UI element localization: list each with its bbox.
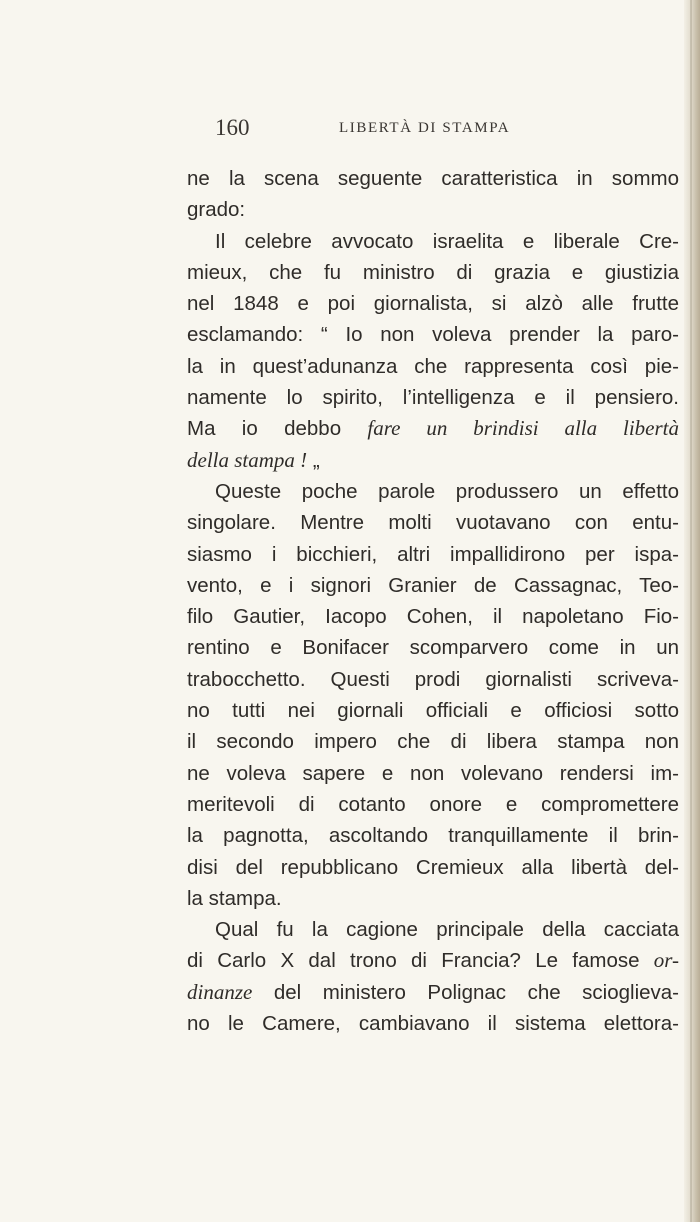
italic-text: fare un brindisi alla libertà xyxy=(367,416,680,441)
text-line: singolare. Mentre molti vuotavano con entu- xyxy=(187,511,679,535)
text-line: della stampa ! „ xyxy=(187,447,320,472)
italic-text: della stampa ! xyxy=(187,447,308,472)
text-line: filo Gautier, Iacopo Cohen, il napoletano Fio- xyxy=(187,605,679,629)
text-line: namente lo spirito, l’intelligenza e il pensiero. xyxy=(187,386,679,410)
text-line: esclamando: “ Io non voleva prender la paro- xyxy=(187,323,679,347)
body-text xyxy=(187,163,679,1039)
text-line: nel 1848 e poi giornalista, si alzò alle frutte xyxy=(187,292,679,316)
text-line: la in quest’adunanza che rappresenta così pie- xyxy=(187,354,679,378)
page-number: 160 xyxy=(215,115,250,140)
text-line: la pagnotta, ascoltando tranquillamente il brin- xyxy=(187,824,679,848)
italic-text: dinanze xyxy=(187,979,253,1004)
text-line: Qual fu la cagione principale della cacciata xyxy=(215,918,679,942)
italic-text: or- xyxy=(653,948,679,973)
text-line: mieux, che fu ministro di grazia e giustizia xyxy=(187,260,679,284)
text-line: Ma io debbo fare un brindisi alla libertà xyxy=(187,416,680,441)
text-line: dinanze del ministero Polignac che scioglieva- xyxy=(187,979,679,1004)
text-line: la stampa. xyxy=(187,886,282,910)
text-line: rentino e Bonifacer scomparvero come in un xyxy=(187,636,679,660)
running-title: LIBERTÀ DI STAMPA xyxy=(339,120,511,136)
text-line: siasmo i bicchieri, altri impallidirono per ispa- xyxy=(187,542,679,566)
text-line: di Carlo X dal trono di Francia? Le famose or- xyxy=(187,948,679,973)
text-line: vento, e i signori Granier de Cassagnac, Teo- xyxy=(187,573,679,597)
text-line: meritevoli di cotanto onore e compromettere xyxy=(187,792,679,816)
text-line: no tutti nei giornali officiali e officiosi sotto xyxy=(187,699,679,723)
text-line: trabocchetto. Questi prodi giornalisti scriveva- xyxy=(187,667,679,691)
text-line: Il celebre avvocato israelita e liberale Cre- xyxy=(215,229,679,253)
text-line: il secondo impero che di libera stampa non xyxy=(187,730,679,754)
text-line: ne la scena seguente caratteristica in sommo xyxy=(187,167,679,190)
text-line: no le Camere, cambiavano il sistema elettora- xyxy=(187,1012,679,1036)
text-line: disi del repubblicano Cremieux alla libertà del- xyxy=(187,855,679,879)
text-line: grado: xyxy=(187,198,246,222)
page-edge xyxy=(684,0,700,1222)
text-line: ne voleva sapere e non volevano rendersi im- xyxy=(187,761,679,785)
text-line: Queste poche parole produssero un effetto xyxy=(215,479,679,503)
